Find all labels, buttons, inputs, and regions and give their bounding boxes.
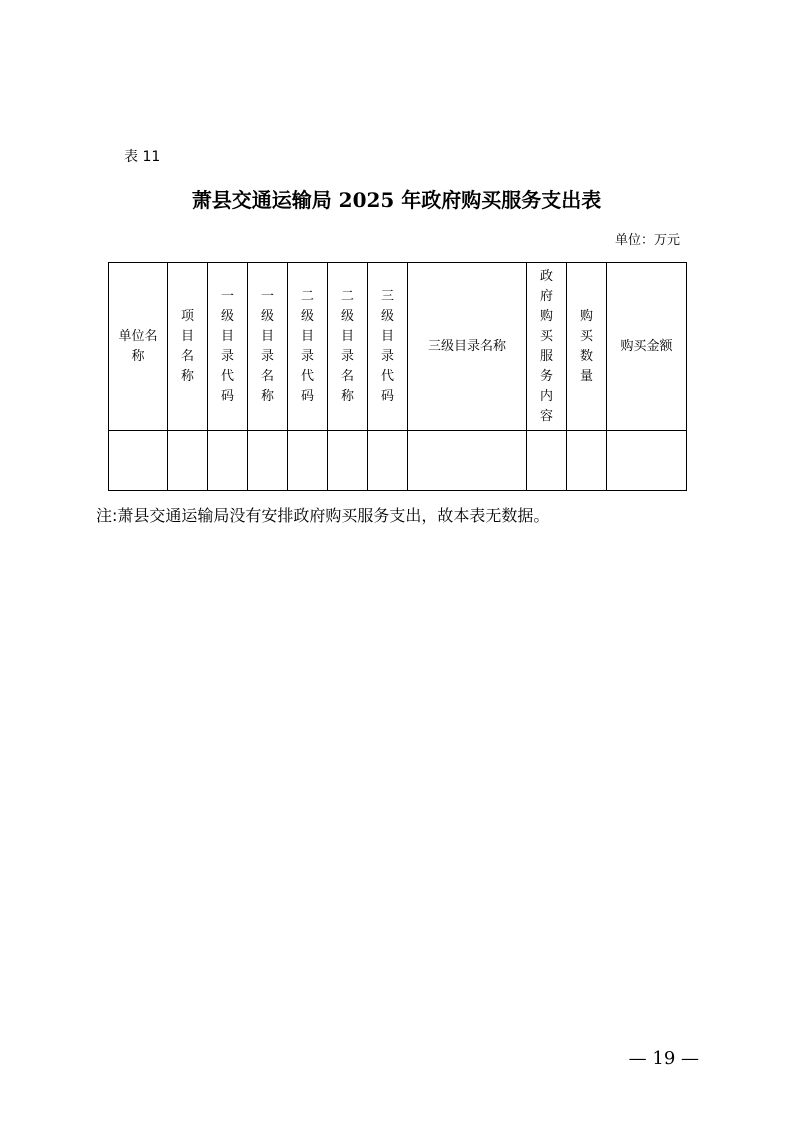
header-level2-code: 二级目录代码 (288, 263, 328, 431)
document-title: 萧县交通运输局 2025 年政府购买服务支出表 (191, 188, 602, 212)
header-level1-name: 一级目录名称 (248, 263, 288, 431)
header-level3-code: 三级目录代码 (368, 263, 408, 431)
expenditure-table (108, 262, 687, 491)
table-note: 注:萧县交通运输局没有安排政府购买服务支出，故本表无数据。 (96, 506, 550, 525)
table-cell (328, 431, 368, 491)
table-header-row (109, 263, 687, 431)
table-cell (408, 431, 527, 491)
table-label: 表 11 (124, 149, 161, 165)
table-cell (527, 431, 567, 491)
header-level1-code: 一级目录代码 (208, 263, 248, 431)
table-cell (208, 431, 248, 491)
table-row (109, 431, 687, 491)
header-project-name: 项目名称 (168, 263, 208, 431)
table-cell (168, 431, 208, 491)
page-number: — 19 — (628, 1048, 699, 1069)
header-unit-name: 单位名称 (109, 263, 168, 431)
table-cell (567, 431, 607, 491)
unit-label: 单位：万元 (614, 233, 680, 248)
header-level2-name: 二级目录名称 (328, 263, 368, 431)
header-level3-name: 三级目录名称 (408, 263, 527, 431)
header-service-content: 政府购买服务内容 (527, 263, 567, 431)
header-amount: 购买金额 (607, 263, 687, 431)
table-cell (288, 431, 328, 491)
table-cell (368, 431, 408, 491)
table-cell (109, 431, 168, 491)
header-quantity: 购买数量 (567, 263, 607, 431)
table-cell (607, 431, 687, 491)
table-cell (248, 431, 288, 491)
